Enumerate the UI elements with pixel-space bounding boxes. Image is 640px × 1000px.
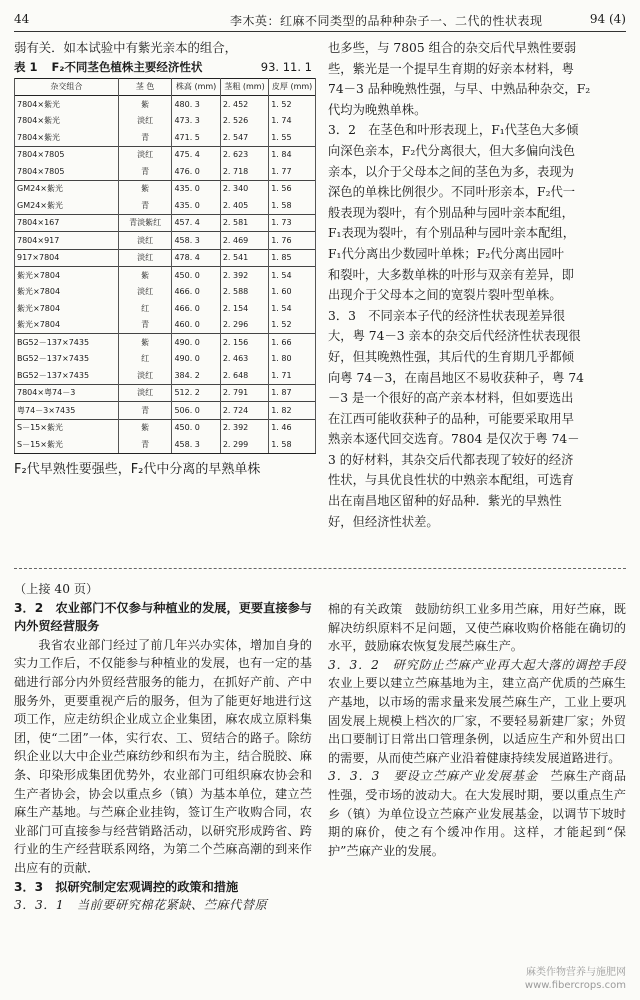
- table-row: [15, 436, 316, 453]
- cell-thickness: 1. 55: [269, 129, 316, 146]
- right-column-line: 和裂叶，大多数单株的叶形与双亲有差异，即: [328, 267, 574, 282]
- table-row: [15, 96, 316, 113]
- cell-girth: 2. 588: [220, 284, 268, 301]
- cell-thickness: 1. 84: [269, 146, 316, 163]
- cell-combo: 7804×紫光: [15, 96, 119, 113]
- table-title: F₂不同茎色植株主要经济性状: [51, 60, 203, 75]
- cell-girth: 2. 463: [220, 351, 268, 368]
- page-header: [14, 6, 626, 30]
- cell-height: 480. 3: [172, 96, 220, 113]
- cell-girth: 2. 392: [220, 419, 268, 436]
- cell-combo: BG52－137×7435: [15, 351, 119, 368]
- right-column-line: 出在南昌地区留种的好品种．紫光的早熟性: [328, 494, 562, 509]
- cell-stem-color: 淡红: [118, 146, 172, 163]
- cell-thickness: 1. 46: [269, 419, 316, 436]
- table-row: [15, 214, 316, 232]
- table-row: [15, 197, 316, 214]
- cell-thickness: 1. 52: [269, 317, 316, 334]
- cell-combo: GM24×紫光: [15, 180, 119, 197]
- heading-3-3: 3．3 拟研究制定宏观调控的政策和措施: [14, 879, 239, 894]
- upper-right-column: [328, 38, 626, 532]
- right-column-line: 代均为晚熟单株。: [328, 102, 427, 117]
- cell-thickness: 1. 82: [269, 402, 316, 420]
- cell-height: 460. 0: [172, 317, 220, 334]
- cell-combo: 7804×917: [15, 232, 119, 250]
- cell-thickness: 1. 56: [269, 180, 316, 197]
- cell-stem-color: 淡红: [118, 113, 172, 130]
- table-row: [15, 284, 316, 301]
- table-row: [15, 317, 316, 334]
- table-body: [15, 96, 316, 454]
- right-column-line: 般表现为裂叶，有个别品种与园叶亲本配组，: [328, 205, 574, 220]
- cell-height: 457. 4: [172, 214, 220, 232]
- cell-girth: 2. 547: [220, 129, 268, 146]
- right-column-line: 向粤 74－3，在南昌地区不易收获种子，粤 74: [328, 370, 584, 385]
- cell-combo: S－15×紫光: [15, 419, 119, 436]
- table-row: [15, 249, 316, 267]
- cell-height: 490. 0: [172, 334, 220, 351]
- continued-note: （上接 40 页）: [14, 582, 99, 596]
- cell-height: 473. 3: [172, 113, 220, 130]
- cell-stem-color: 紫: [118, 180, 172, 197]
- cell-stem-color: 青淡紫红: [118, 214, 172, 232]
- cell-thickness: 1. 74: [269, 113, 316, 130]
- right-column-line: －3 是一个很好的高产亲本材料，但如要选出: [328, 391, 574, 406]
- table-row: [15, 146, 316, 163]
- cell-girth: 2. 296: [220, 317, 268, 334]
- lower-left-column: [14, 580, 312, 915]
- cell-thickness: 1. 58: [269, 197, 316, 214]
- cell-girth: 2. 452: [220, 96, 268, 113]
- table-row: [15, 129, 316, 146]
- table-row: [15, 419, 316, 436]
- paragraph-3-3-2: 农业上要以建立苎麻基地为主，建立高产优质的苎麻生产基地，以市场的需求量来发展苎麻生产，工业上要巩固发展上规模上档次的厂家，不要轻易新建厂家；外贸出口要制订日常出口管理条例，以适应生产和外贸出口的需要，从而使苎麻产业沿着健康持续发展道路进行。: [328, 676, 626, 765]
- cell-combo: 7804×7805: [15, 146, 119, 163]
- lower-right-column: [328, 600, 626, 860]
- cell-height: 475. 4: [172, 146, 220, 163]
- cell-girth: 2. 718: [220, 163, 268, 180]
- heading-3-2: 3．2 农业部门不仅参与种植业的发展，更要直接参与内外贸经营服务: [14, 600, 312, 634]
- cell-height: 466. 0: [172, 300, 220, 317]
- cell-thickness: 1. 66: [269, 334, 316, 351]
- cell-combo: 917×7804: [15, 249, 119, 267]
- col-header-combo: 杂交组合: [15, 79, 119, 96]
- table-row: [15, 384, 316, 402]
- cell-stem-color: 淡红: [118, 367, 172, 384]
- right-column-line: 亲本，以介于父母本之间的茎色为多，表现为: [328, 164, 574, 179]
- cell-thickness: 1. 58: [269, 436, 316, 453]
- cell-height: 450. 0: [172, 267, 220, 284]
- issue-number: 94 (4): [589, 12, 626, 26]
- section-divider: [14, 568, 626, 569]
- cell-thickness: 1. 87: [269, 384, 316, 402]
- right-column-line: 深色的单株比例很少。不同叶形亲本，F₂代一: [328, 185, 576, 200]
- right-column-line: 熟亲本逐代回交选育。7804 是仅次于粤 74－: [328, 432, 580, 447]
- cell-height: 458. 3: [172, 436, 220, 453]
- table-row: [15, 163, 316, 180]
- cell-stem-color: 青: [118, 436, 172, 453]
- cell-thickness: 1. 77: [269, 163, 316, 180]
- watermark-title: 麻类作物营养与施肥网: [526, 967, 626, 978]
- cell-height: 506. 0: [172, 402, 220, 420]
- table-row: [15, 232, 316, 250]
- cell-stem-color: 紫: [118, 96, 172, 113]
- table-caption: [14, 58, 316, 78]
- cell-stem-color: 红: [118, 300, 172, 317]
- cell-combo: 7804×紫光: [15, 129, 119, 146]
- cell-girth: 2. 541: [220, 249, 268, 267]
- cell-stem-color: 紫: [118, 419, 172, 436]
- cell-combo: 7804×粤74－3: [15, 384, 119, 402]
- header-rule: [14, 31, 626, 32]
- cell-girth: 2. 156: [220, 334, 268, 351]
- cell-height: 471. 5: [172, 129, 220, 146]
- cell-stem-color: 淡红: [118, 284, 172, 301]
- traits-table: [14, 78, 316, 454]
- cell-girth: 2. 648: [220, 367, 268, 384]
- cell-girth: 2. 526: [220, 113, 268, 130]
- right-column-line: F₁表现为裂叶，有个别品种与园叶亲本配组，: [328, 226, 576, 241]
- table-row: [15, 300, 316, 317]
- cell-thickness: 1. 85: [269, 249, 316, 267]
- table-header-row: [15, 79, 316, 96]
- subheading-3-3-3: 3．3．3 要设立苎麻产业发展基金: [328, 769, 538, 784]
- cell-girth: 2. 154: [220, 300, 268, 317]
- right-column-line: 在江西可能收获种子的品种，可能要采取用早: [328, 411, 574, 426]
- cell-stem-color: 淡红: [118, 232, 172, 250]
- cell-stem-color: 青: [118, 129, 172, 146]
- left-lead-text: 弱有关．如本试验中有紫光亲本的组合，: [14, 40, 238, 55]
- cell-height: 458. 3: [172, 232, 220, 250]
- table-row: [15, 113, 316, 130]
- cell-girth: 2. 581: [220, 214, 268, 232]
- table-row: [15, 402, 316, 420]
- cell-girth: 2. 392: [220, 267, 268, 284]
- cell-girth: 2. 791: [220, 384, 268, 402]
- cell-thickness: 1. 54: [269, 300, 316, 317]
- cell-combo: 紫光×7804: [15, 317, 119, 334]
- table-row: [15, 180, 316, 197]
- cell-combo: 7804×167: [15, 214, 119, 232]
- table-row: [15, 334, 316, 351]
- cell-combo: BG52－137×7435: [15, 334, 119, 351]
- cell-height: 478. 4: [172, 249, 220, 267]
- left-tail-text: F₂代早熟性要强些，F₂代中分离的早熟单株: [14, 461, 261, 477]
- cell-height: 476. 0: [172, 163, 220, 180]
- cell-thickness: 1. 76: [269, 232, 316, 250]
- right-column-line: 好，但经济性状差。: [328, 514, 439, 529]
- cell-combo: GM24×紫光: [15, 197, 119, 214]
- cell-thickness: 1. 71: [269, 367, 316, 384]
- right-column-line: 74－3 品种晚熟性强，与早、中熟品种杂交，F₂: [328, 82, 591, 97]
- cell-combo: 紫光×7804: [15, 284, 119, 301]
- cell-stem-color: 红: [118, 351, 172, 368]
- right-column-line: F₁代分离出少数园叶单株；F₂代分离出园叶: [328, 246, 564, 261]
- cell-combo: 7804×紫光: [15, 113, 119, 130]
- cell-height: 466. 0: [172, 284, 220, 301]
- cell-girth: 2. 340: [220, 180, 268, 197]
- cell-thickness: 1. 60: [269, 284, 316, 301]
- cell-height: 435. 0: [172, 180, 220, 197]
- col-header-girth: 茎粗 (mm): [220, 79, 268, 96]
- upper-left-column: [14, 38, 316, 479]
- cell-thickness: 1. 52: [269, 96, 316, 113]
- running-title: 李木英：红麻不同类型的品种种杂子一、二代的性状表现: [230, 14, 543, 28]
- cell-height: 512. 2: [172, 384, 220, 402]
- cell-girth: 2. 724: [220, 402, 268, 420]
- cell-stem-color: 紫: [118, 334, 172, 351]
- cell-combo: 紫光×7804: [15, 300, 119, 317]
- table-row: [15, 267, 316, 284]
- col-header-thickness: 皮厚 (mm): [269, 79, 316, 96]
- page-number: 44: [14, 12, 30, 26]
- cell-height: 435. 0: [172, 197, 220, 214]
- cell-stem-color: 青: [118, 402, 172, 420]
- block-3-3-2: [328, 656, 626, 768]
- right-column-line: 些，紫光是一个提早生育期的好亲本材料，粤: [328, 61, 574, 76]
- cell-stem-color: 青: [118, 317, 172, 334]
- cell-combo: S－15×紫光: [15, 436, 119, 453]
- cell-stem-color: 青: [118, 197, 172, 214]
- cell-stem-color: 紫: [118, 267, 172, 284]
- right-column-line: 3．3 不同亲本子代的经济性状表现差异很: [328, 308, 565, 323]
- subheading-3-3-2: 3．3．2 研究防止苎麻产业再大起大落的调控手段: [328, 657, 626, 672]
- right-column-line: 出现介于父母本之间的宽裂片裂叶型单株。: [328, 288, 562, 303]
- cell-girth: 2. 469: [220, 232, 268, 250]
- cell-height: 450. 0: [172, 419, 220, 436]
- cell-combo: 7804×7805: [15, 163, 119, 180]
- watermark: [525, 966, 626, 992]
- table-label: 表 1: [14, 60, 38, 75]
- cell-stem-color: 淡红: [118, 384, 172, 402]
- col-header-height: 株高 (mm): [172, 79, 220, 96]
- cell-thickness: 1. 73: [269, 214, 316, 232]
- table-row: [15, 367, 316, 384]
- cell-girth: 2. 623: [220, 146, 268, 163]
- paragraph-3-3-3: 苎麻生产商品性强，受市场的波动大。在大发展时期，要以重点生产乡（镇）为单位设立苎麻产业发展基金，以调节下坡时期的麻价，使之有个缓冲作用。这样，才能起到“保护”苎麻产业的发展。: [328, 769, 627, 858]
- right-column-line: 也多些，与 7805 组合的杂交后代早熟性要弱: [328, 41, 577, 55]
- right-column-line: 3 的好材料，其杂交后代都表现了较好的经济: [328, 452, 574, 467]
- cell-height: 384. 2: [172, 367, 220, 384]
- cell-girth: 2. 299: [220, 436, 268, 453]
- cell-girth: 2. 405: [220, 197, 268, 214]
- cell-height: 490. 0: [172, 351, 220, 368]
- table-row: [15, 351, 316, 368]
- right-column-line: 好，但其晚熟性强，其后代的生育期几乎都倾: [328, 349, 574, 364]
- col-header-color: 茎 色: [118, 79, 172, 96]
- cell-thickness: 1. 54: [269, 267, 316, 284]
- paragraph-3-2: 我省农业部门经过了前几年兴办实体，增加自身的实力工作后，不仅能参与种植业的发展，也有一定的基础进行部分内外贸经营服务的能力，在抓好产前、产中服务外，更要重视产后的服务，但为了能更好地进行这项工作，应走纺织企业成立企业集团，麻农成立原料集团，使“二团”一体，实行农、工、贸结合的路子。除纺织企业以大中企业苎麻纺纱和织布为主，结合脱胶、麻条、印染形成集团优势外，农业部门可组织麻农协会和生产者协会，协会以重点乡（镇）为基本单位，建立苎麻生产基地。与苎麻企业挂钩，签订生产收购合同，农业部门可直接参与经营销路活动，以研究形成跨省、跨行业的生产经营联系网络，为第二个苎麻高潮的到来作出应有的贡献．: [14, 637, 312, 875]
- paragraph-3-3-1: 棉的有关政策 鼓励纺织工业多用苎麻，用好苎麻，既解决纺织原料不足问题，又使苎麻收购价格能在确切的水平，鼓励麻农恢复发展苎麻生产。: [328, 602, 626, 654]
- block-3-3-3: [328, 767, 626, 860]
- cell-stem-color: 青: [118, 163, 172, 180]
- right-column-line: 3．2 在茎色和叶形表现上，F₁代茎色大多倾: [328, 123, 579, 138]
- cell-combo: 粤74－3×7435: [15, 402, 119, 420]
- right-column-line: 大，粤 74－3 亲本的杂交后代经济性状表现很: [328, 329, 581, 344]
- cell-combo: BG52－137×7435: [15, 367, 119, 384]
- cell-stem-color: 淡红: [118, 249, 172, 267]
- watermark-url: www.fibercrops.com: [524, 980, 626, 991]
- right-column-line: 向深色亲本，F₂代分离很大，但大多偏向浅色: [328, 143, 576, 158]
- right-column-line: 性状，与具优良性状的中熟亲本配组，可选育: [328, 473, 574, 488]
- subheading-3-3-1: 3．3．1 当前要研究棉花紧缺、苎麻代替原: [14, 898, 268, 913]
- cell-thickness: 1. 80: [269, 351, 316, 368]
- cell-combo: 紫光×7804: [15, 267, 119, 284]
- table-date: 93. 11. 1: [260, 60, 312, 75]
